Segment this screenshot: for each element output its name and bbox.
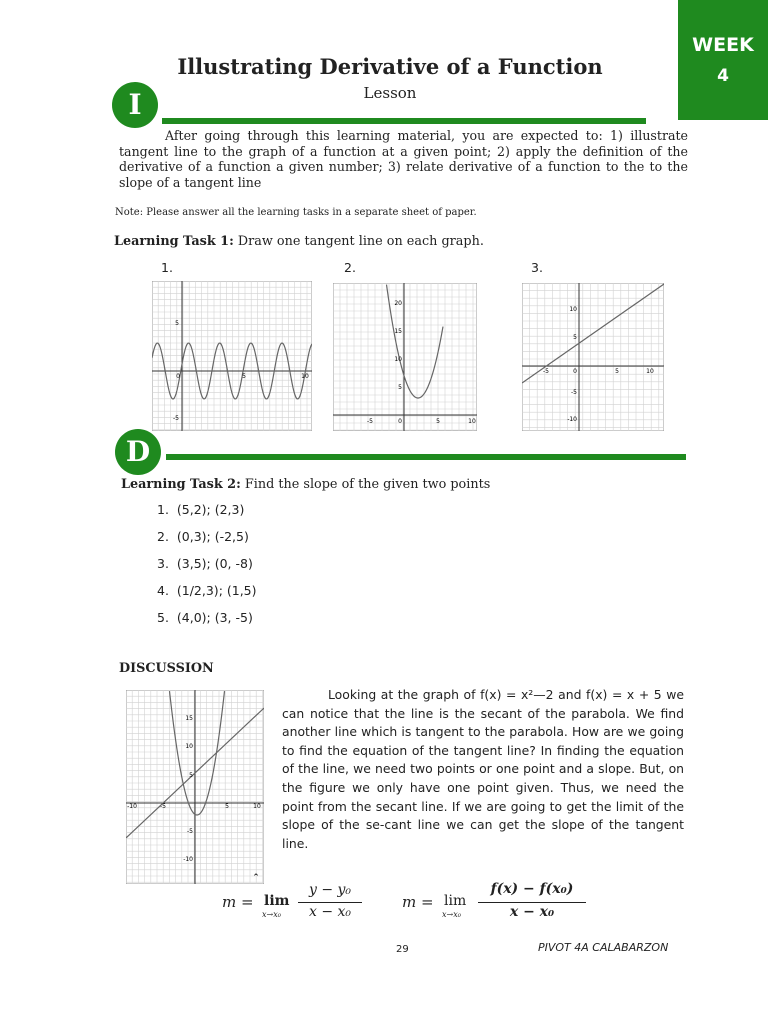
- g1-tick-y5: 5: [175, 320, 179, 327]
- graph-2-parabola: [333, 283, 477, 431]
- section-d-bar: [166, 454, 686, 460]
- week-number: 4: [717, 66, 729, 86]
- formula-1-fraction-bar: [298, 902, 362, 903]
- list-item: [157, 610, 257, 637]
- g3-tick-x0: 0: [573, 368, 577, 375]
- g3-tick-ym5: -5: [571, 389, 577, 396]
- formula-2-lim: lim: [444, 893, 467, 909]
- g4-tick-y5: 5: [189, 772, 193, 779]
- g1-tick-x5: 5: [242, 373, 246, 380]
- formula-1-sub: x→x₀: [262, 910, 281, 919]
- g3-tick-ym10: -10: [567, 416, 577, 423]
- g2-tick-xm5: -5: [367, 418, 373, 425]
- page-subtitle: Lesson: [363, 84, 417, 102]
- task2-text: Find the slope of the given two points: [244, 477, 491, 492]
- g2-tick-x0: 0: [398, 418, 402, 425]
- g4-tick-xm5: -5: [160, 803, 166, 810]
- g3-tick-y10: 10: [569, 306, 577, 313]
- g4-tick-ym5: -5: [187, 828, 193, 835]
- page-number: 29: [396, 944, 409, 955]
- graph-label-2: 2.: [344, 260, 356, 275]
- formula-1: [222, 881, 362, 927]
- point-text: (1/2,3); (1,5): [176, 583, 257, 598]
- g1-tick-x0: 0: [176, 373, 180, 380]
- points-list: [157, 502, 257, 637]
- formula-2: [402, 881, 592, 927]
- section-i-badge: I: [112, 82, 158, 128]
- graph-3-frame: [522, 283, 664, 431]
- task1-text: Draw one tangent line on each graph.: [237, 234, 484, 249]
- point-number: 4.: [157, 583, 169, 598]
- chevron-up-icon: ⌃: [252, 873, 260, 883]
- intro-paragraph: After going through this learning material, you are expected to: 1) illustrate tangent line to the graph of a function at a given point; 2) apply the definition of the derivative of a function a given number; 3) relate derivative of a function to the to the slope of a tangent line: [119, 128, 688, 190]
- g2-tick-y10: 10: [394, 356, 402, 363]
- g4-tick-ym10: -10: [183, 856, 193, 863]
- formula-2-numerator: f(x) − f(x₀): [490, 881, 574, 897]
- g3-tick-x10: 10: [646, 368, 654, 375]
- formula-2-lhs: m =: [402, 893, 434, 911]
- note-text: Note: Please answer all the learning tasks in a separate sheet of paper.: [115, 207, 477, 218]
- graph-label-1: 1.: [161, 260, 173, 275]
- g4-tick-x5: 5: [225, 803, 229, 810]
- point-text: (0,3); (-2,5): [176, 529, 249, 544]
- formula-1-lhs: m =: [222, 893, 254, 911]
- footer-series: PIVOT 4A CALABARZON: [538, 941, 669, 954]
- formula-1-numerator: y − y₀: [308, 882, 352, 898]
- list-item: [157, 502, 257, 529]
- page-title: Illustrating Derivative of a Function: [177, 54, 603, 79]
- point-text: (5,2); (2,3): [176, 502, 245, 517]
- formula-2-fraction-bar: [478, 902, 586, 903]
- week-label: WEEK: [692, 34, 754, 56]
- graph-label-3: 3.: [531, 260, 543, 275]
- list-item: [157, 583, 257, 610]
- formula-1-lim: lim: [264, 893, 290, 909]
- point-number: 2.: [157, 529, 169, 544]
- point-text: (3,5); (0, -8): [176, 556, 253, 571]
- g1-tick-x10: 10: [301, 373, 309, 380]
- point-number: 5.: [157, 610, 169, 625]
- section-i-bar: [162, 118, 646, 124]
- graph-4-discussion: [126, 690, 264, 884]
- g2-tick-y15: 15: [394, 328, 402, 335]
- task1-label: Learning Task 1:: [114, 234, 234, 249]
- graph-3-line: [522, 283, 664, 431]
- task2-label: Learning Task 2:: [121, 477, 241, 492]
- learning-task-1: [114, 234, 484, 249]
- g4-tick-y10: 10: [185, 743, 193, 750]
- formula-2-sub: x→x₀: [442, 910, 461, 919]
- discussion-heading: DISCUSSION: [119, 661, 214, 676]
- g4-tick-y15: 15: [185, 715, 193, 722]
- list-item: [157, 529, 257, 556]
- graph-1-frame: [152, 281, 312, 431]
- g2-tick-y20: 20: [394, 300, 402, 307]
- g2-tick-y5: 5: [398, 384, 402, 391]
- g1-tick-ym5: -5: [173, 415, 179, 422]
- g3-tick-xm5: -5: [543, 368, 549, 375]
- graph-1-sine: [152, 281, 312, 431]
- section-d-badge: D: [115, 429, 161, 475]
- g4-tick-x10: 10: [253, 803, 261, 810]
- point-number: 1.: [157, 502, 169, 517]
- point-text: (4,0); (3, -5): [176, 610, 253, 625]
- formula-1-denominator: x − x₀: [308, 904, 352, 920]
- point-number: 3.: [157, 556, 169, 571]
- list-item: [157, 556, 257, 583]
- g3-tick-y5: 5: [573, 334, 577, 341]
- g4-tick-xm10: -10: [127, 803, 137, 810]
- g3-tick-x5: 5: [615, 368, 619, 375]
- discussion-paragraph: Looking at the graph of f(x) = x²—2 and f(x) = x + 5 we can notice that the line is the secant of the parabola. We find another line which is tangent to the parabola. How are we going to find the equation of the tangent line? In finding the equation of the line, we need two points or one point and a slope. But, on the figure we only have one point given. Thus, we need the point from the secant line. If we are going to get the limit of the slope of the se-cant line we can get the slope of the tangent line.: [282, 687, 684, 851]
- formula-2-denominator: x − x₀: [509, 904, 555, 920]
- g2-tick-x10: 10: [468, 418, 476, 425]
- learning-task-2: [121, 477, 490, 492]
- g2-tick-x5: 5: [436, 418, 440, 425]
